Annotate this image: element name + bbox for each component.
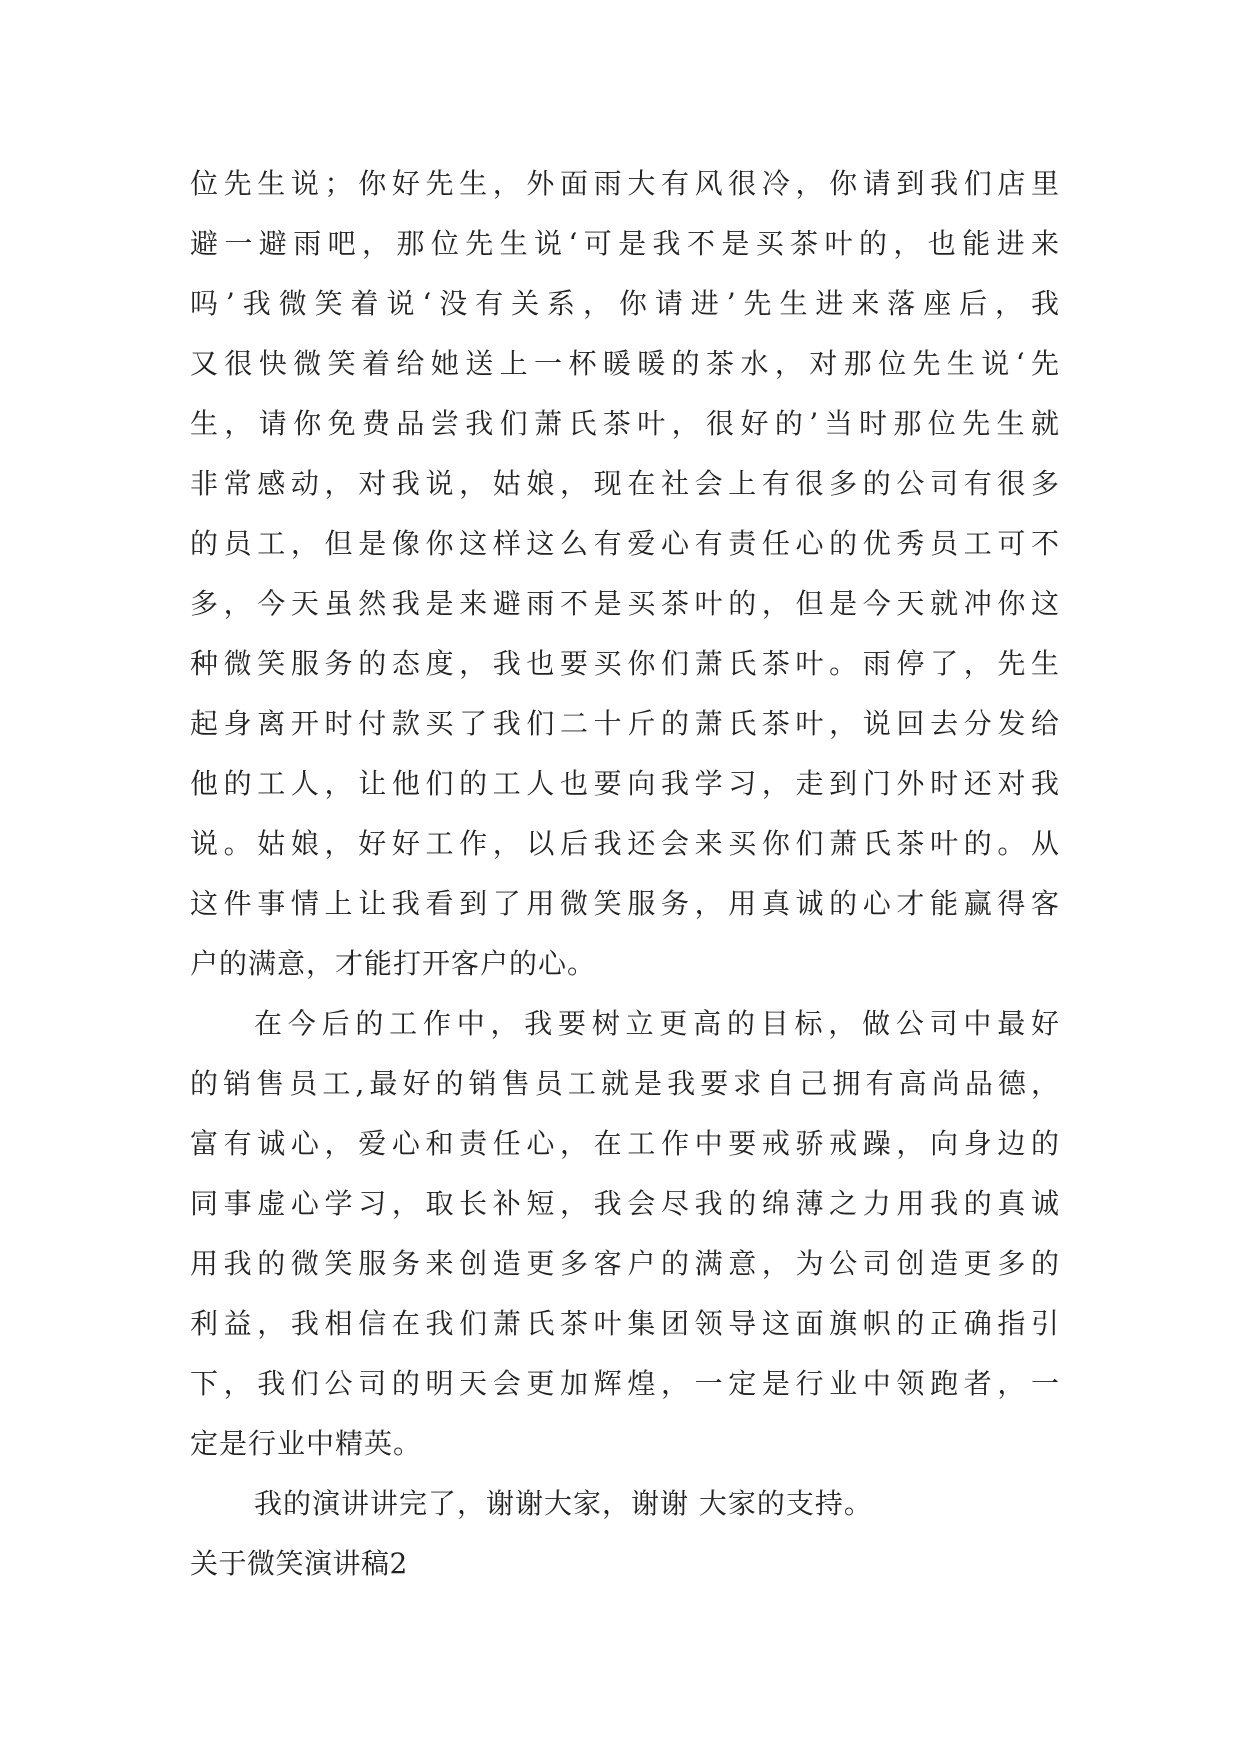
paragraph-1 xyxy=(190,154,1060,994)
text-line: 的员工，但是像你这样这么有爱心有责任心的优秀员工可不 xyxy=(190,527,1060,560)
text-line: 这件事情上让我看到了用微笑服务，用真诚的心才能赢得客 xyxy=(190,887,1060,920)
text-line: 户的满意，才能打开客户的心。 xyxy=(190,947,597,980)
text-line: 起身离开时付款买了我们二十斤的萧氏茶叶，说回去分发给 xyxy=(190,707,1060,740)
text-line: 他的工人，让他们的工人也要向我学习，走到门外时还对我 xyxy=(190,767,1060,800)
text-line: 避一避雨吧，那位先生说‘可是我不是买茶叶的，也能进来 xyxy=(190,227,1060,260)
text-line: 非常感动，对我说，姑娘，现在社会上有很多的公司有很多 xyxy=(190,467,1060,500)
text-line: 的销售员工,最好的销售员工就是我要求自己拥有高尚品德， xyxy=(190,1067,1060,1100)
section-heading: 关于微笑演讲稿2 xyxy=(190,1547,408,1580)
text-line: 用我的微笑服务来创造更多客户的满意，为公司创造更多的 xyxy=(190,1247,1060,1280)
text-line: 位先生说；你好先生，外面雨大有风很冷，你请到我们店里 xyxy=(190,167,1060,200)
text-line: 下，我们公司的明天会更加辉煌，一定是行业中领跑者，一 xyxy=(190,1367,1060,1400)
text-line: 同事虚心学习，取长补短，我会尽我的绵薄之力用我的真诚 xyxy=(190,1187,1060,1220)
text-line: 利益，我相信在我们萧氏茶叶集团领导这面旗帜的正确指引 xyxy=(190,1307,1060,1340)
text-line: 又很快微笑着给她送上一杯暖暖的茶水，对那位先生说‘先 xyxy=(190,347,1060,380)
paragraph-3 xyxy=(190,1474,1060,1534)
text-line: 说。姑娘，好好工作，以后我还会来买你们萧氏茶叶的。从 xyxy=(190,827,1060,860)
paragraph-2 xyxy=(190,994,1060,1474)
text-line: 在今后的工作中，我要树立更高的目标，做公司中最好 xyxy=(254,1007,1060,1040)
text-line: 我的演讲讲完了，谢谢大家，谢谢 大家的支持。 xyxy=(254,1487,873,1520)
text-line: 种微笑服务的态度，我也要买你们萧氏茶叶。雨停了，先生 xyxy=(190,647,1060,680)
text-line: 生，请你免费品尝我们萧氏茶叶，很好的’当时那位先生就 xyxy=(190,407,1060,440)
text-line: 富有诚心，爱心和责任心，在工作中要戒骄戒躁，向身边的 xyxy=(190,1127,1060,1160)
text-line: 多，今天虽然我是来避雨不是买茶叶的，但是今天就冲你这 xyxy=(190,587,1060,620)
document-body xyxy=(190,154,1060,1594)
text-line: 吗’我微笑着说‘没有关系，你请进’先生进来落座后，我 xyxy=(190,287,1060,320)
text-line: 定是行业中精英。 xyxy=(190,1427,423,1460)
